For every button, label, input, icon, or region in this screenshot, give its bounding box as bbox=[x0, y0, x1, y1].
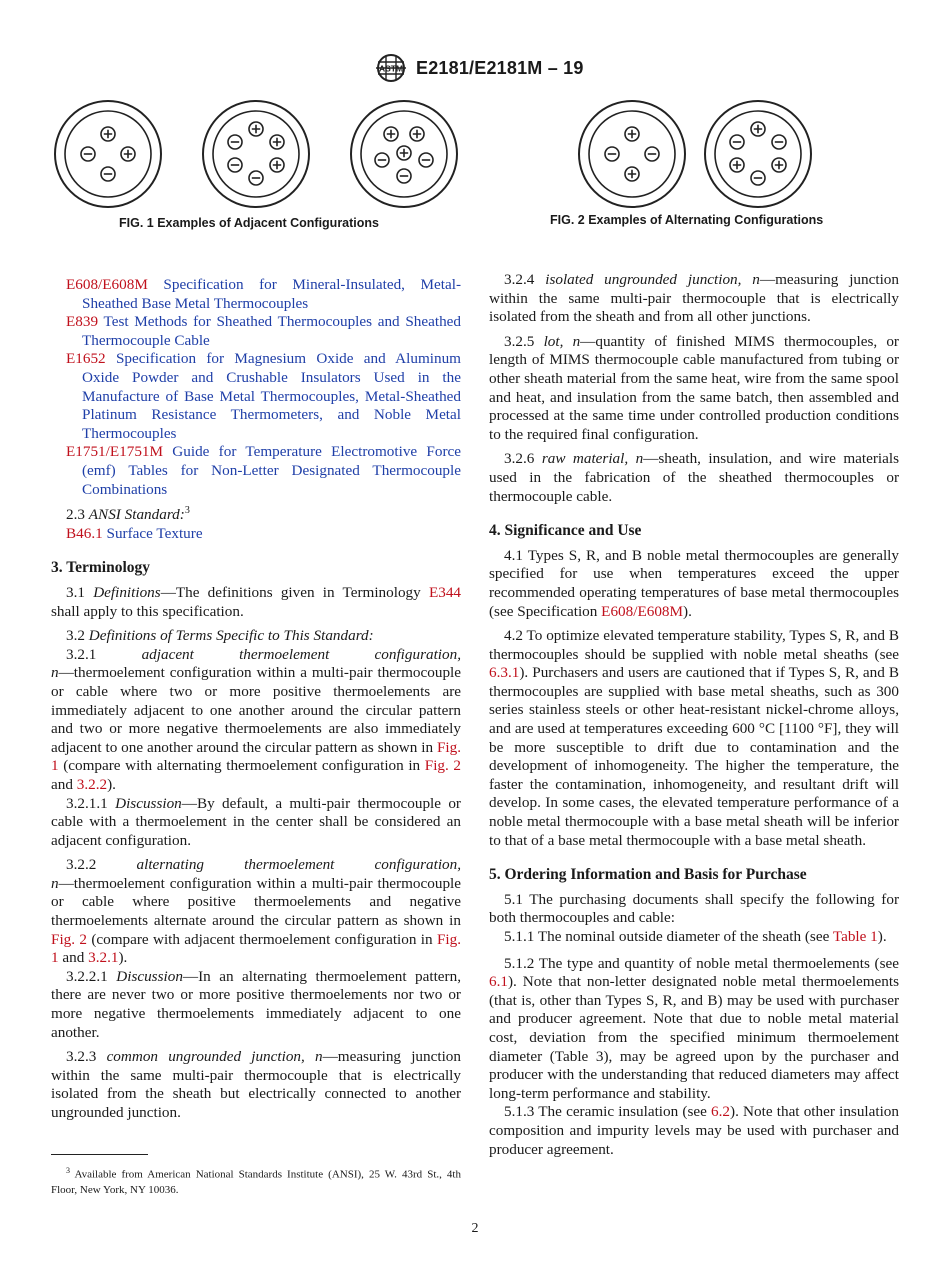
link-table-1[interactable]: Table 1 bbox=[832, 928, 878, 945]
cable-adjacent-3 bbox=[351, 101, 457, 207]
reference-item bbox=[51, 525, 461, 544]
section-4-heading: 4. Significance and Use bbox=[489, 522, 642, 540]
link-3-2-2[interactable]: 3.2.2 bbox=[76, 775, 108, 793]
section-3-heading: 3. Terminology bbox=[51, 559, 151, 577]
figure-1-caption: FIG. 1 Examples of Adjacent Configurations bbox=[119, 216, 379, 230]
reference-title-link[interactable]: Specification for Magnesium Oxide and Aluminum Oxide Powder and Crushable Insulators Used in the Manufacture of Base Metal Thermocouples, Metal-Sheathed Platinum Resistance Thermometers, and Noble Metal Thermocouples bbox=[82, 350, 461, 442]
reference-item bbox=[51, 350, 461, 443]
paragraph-5-1-3: 5.1.3 The ceramic insulation (see 6.2). Note that other insulation composition and impurity levels may be used with purchaser and producer agreement. bbox=[489, 1103, 899, 1158]
footnote: $^3$ Available from American National Standards Institute (ANSI), 25 W. 43rd St., 4th Floor, New York, NY 10036. bbox=[51, 1166, 461, 1196]
link-3-2-1[interactable]: 3.2.1 bbox=[88, 949, 119, 967]
cable-alternating-1 bbox=[579, 101, 685, 207]
ansi-standard-label: 2.3 ANSI Standard:$^3$ bbox=[66, 505, 190, 524]
right-column bbox=[489, 271, 899, 1159]
paragraph-3-2-1: 3.2.1 adjacent thermoelement configuration, n—thermoelement configuration within a multi-pair thermocouple or cable where two or more positive thermoelements are immediately adjacent to one another around the circular pattern and two or more negative thermoelements are also immediately adjacent to one another around the circular pattern as shown in Fig. 1 (compare with alternating thermoelement configuration in Fig. 2 and 3.2.2). bbox=[51, 645, 462, 793]
paragraph-4-1: 4.1 Types S, R, and B noble metal thermocouples are generally specified for use when temperatures exceed the upper recommended operating temperatures of base metal thermocouples (see Specification E608/E608M). bbox=[489, 546, 899, 620]
figure-2-caption: FIG. 2 Examples of Alternating Configurations bbox=[550, 213, 824, 227]
reference-title-link[interactable]: Guide for Temperature Electromotive Force (emf) Tables for Non-Letter Designated Thermocouple Combinations bbox=[82, 443, 461, 498]
cable-adjacent-1 bbox=[55, 101, 161, 207]
link-e344[interactable]: E344 bbox=[428, 583, 462, 601]
reference-code-link[interactable]: E608/E608M bbox=[66, 276, 148, 293]
left-column bbox=[51, 276, 461, 1123]
astm-logo-icon bbox=[372, 52, 410, 84]
paragraph-5-1: 5.1 The purchasing documents shall specify the following for both thermocouples and cable: bbox=[489, 890, 899, 927]
cable-adjacent-2 bbox=[203, 101, 309, 207]
reference-code-link[interactable]: E1751/E1751M bbox=[66, 443, 164, 461]
link-6-1[interactable]: 6.1 bbox=[489, 973, 508, 991]
section-5-heading: 5. Ordering Information and Basis for Purchase bbox=[489, 866, 807, 884]
reference-item bbox=[51, 443, 461, 499]
link-6-3-1[interactable]: 6.3.1 bbox=[489, 664, 520, 682]
paragraph-3-2-1-1: 3.2.1.1 Discussion—By default, a multi-pair thermocouple or cable with a thermoelement in the center shall be considered an adjacent configuration. bbox=[51, 794, 461, 849]
paragraph-3-2-2-1: 3.2.2.1 Discussion—In an alternating thermoelement pattern, there are never two or more positive thermoelements nor two or more negative thermoelements immediately adjacent to one another. bbox=[51, 967, 461, 1041]
link-fig-1[interactable]: Fig. 1 bbox=[51, 738, 462, 775]
page-number: 2 bbox=[471, 1221, 479, 1236]
figure-1-diagram bbox=[51, 100, 461, 210]
paragraph-5-1-2: 5.1.2 The type and quantity of noble metal thermoelements (see 6.1). Note that non-letter designated noble metal thermoelements (that is, other than Types S, R, and B) may be used with purchaser and producer agreement. Note that due to noble metal material cost, deviation from the specified minimum thermoelement diameter (Table 3), may be agreed upon by the purchaser and producer with the understanding that reduced diameters may affect long-term performance and stability. bbox=[489, 954, 899, 1102]
reference-item bbox=[51, 313, 461, 350]
link-fig-2[interactable]: Fig. 2 bbox=[51, 930, 87, 948]
link-fig-1[interactable]: Fig. 1 bbox=[51, 930, 461, 967]
footnote-marker[interactable]: 3 bbox=[184, 505, 190, 517]
reference-title-link[interactable]: Specification for Mineral-Insulated, Metal-Sheathed Base Metal Thermocouples bbox=[82, 276, 462, 312]
figure-2-diagram bbox=[576, 100, 816, 210]
document-id: E2181/E2181M – 19 bbox=[416, 58, 584, 78]
paragraph-3-1: 3.1 Definitions—The definitions given in Terminology E344 shall apply to this specification. bbox=[51, 583, 462, 620]
footnote-divider bbox=[51, 1154, 148, 1155]
link-fig-2[interactable]: Fig. 2 bbox=[424, 757, 461, 775]
reference-code-link[interactable]: E1652 bbox=[66, 350, 106, 368]
paragraph-5-1-1: 5.1.1 The nominal outside diameter of the sheath (see Table 1). bbox=[504, 928, 887, 945]
reference-title-link[interactable]: Test Methods for Sheathed Thermocouples and Sheathed Thermocouple Cable bbox=[82, 313, 461, 349]
reference-item bbox=[51, 276, 461, 313]
paragraph-3-2-6: 3.2.6 raw material, n—sheath, insulation, and wire materials used in the fabrication of the sheathed thermocouples or thermocouple cable. bbox=[489, 450, 899, 505]
paragraph-3-2-5: 3.2.5 lot, n—quantity of finished MIMS thermocouples, or length of MIMS thermocouple cable manufactured from tubing or other sheath material from the same heat, wire from the same spool and heat, and insulation from the same batch, then assembled and processed at the same time under controlled production conditions to the required final configuration. bbox=[489, 332, 899, 443]
reference-title-link[interactable]: Surface Texture bbox=[106, 524, 203, 542]
link-e608[interactable]: E608/E608M bbox=[601, 602, 684, 620]
cable-alternating-2 bbox=[705, 101, 811, 207]
link-6-2[interactable]: 6.2 bbox=[711, 1103, 731, 1121]
reference-code-link[interactable]: E839 bbox=[66, 313, 99, 331]
paragraph-4-2: 4.2 To optimize elevated temperature stability, Types S, R, and B thermocouples should be supplied with noble metal sheaths (see 6.3.1). Purchasers and users are cautioned that if Types S, R, and B thermocouples are supplied with base metal sheaths, such as 300 series stainless steels or other heat-resistant nickel-chrome alloys, and are used at temperatures exceeding 600 °C [1100 °F], they will be more susceptible to drift due to contamination and the development of inhomogeneity. The higher the temperature, the faster the contamination, inhomogeneity, and resultant drift will develop. In some cases, the elevated temperature performance of a noble metal thermocouple with a base metal sheath will be inferior to that of a base metal thermocouple with a base metal sheath. bbox=[489, 627, 899, 849]
paragraph-3-2-4: 3.2.4 isolated ungrounded junction, n—measuring junction within the same multi-pair thermocouple that is electrically isolated from the sheath and from all other junctions. bbox=[489, 271, 899, 326]
svg-text:ASTM: ASTM bbox=[378, 63, 404, 74]
page-header bbox=[0, 52, 950, 86]
reference-code-link[interactable]: B46.1 bbox=[66, 524, 103, 542]
paragraph-3-2: 3.2 Definitions of Terms Specific to This Standard: bbox=[66, 627, 374, 645]
paragraph-3-2-2: 3.2.2 alternating thermoelement configuration, n—thermoelement configuration within a multi-pair thermocouple or cable where positive thermoelements and negative thermoelements alternate around the circular pattern as shown in Fig. 2 (compare with adjacent thermoelement configuration in Fig. 1 and 3.2.1). bbox=[51, 856, 462, 967]
paragraph-3-2-3: 3.2.3 common ungrounded junction, n—measuring junction within the same multi-pair thermocouple that is electrically isolated from the sheath but electrically connected to another ungrounded junction. bbox=[51, 1048, 461, 1121]
